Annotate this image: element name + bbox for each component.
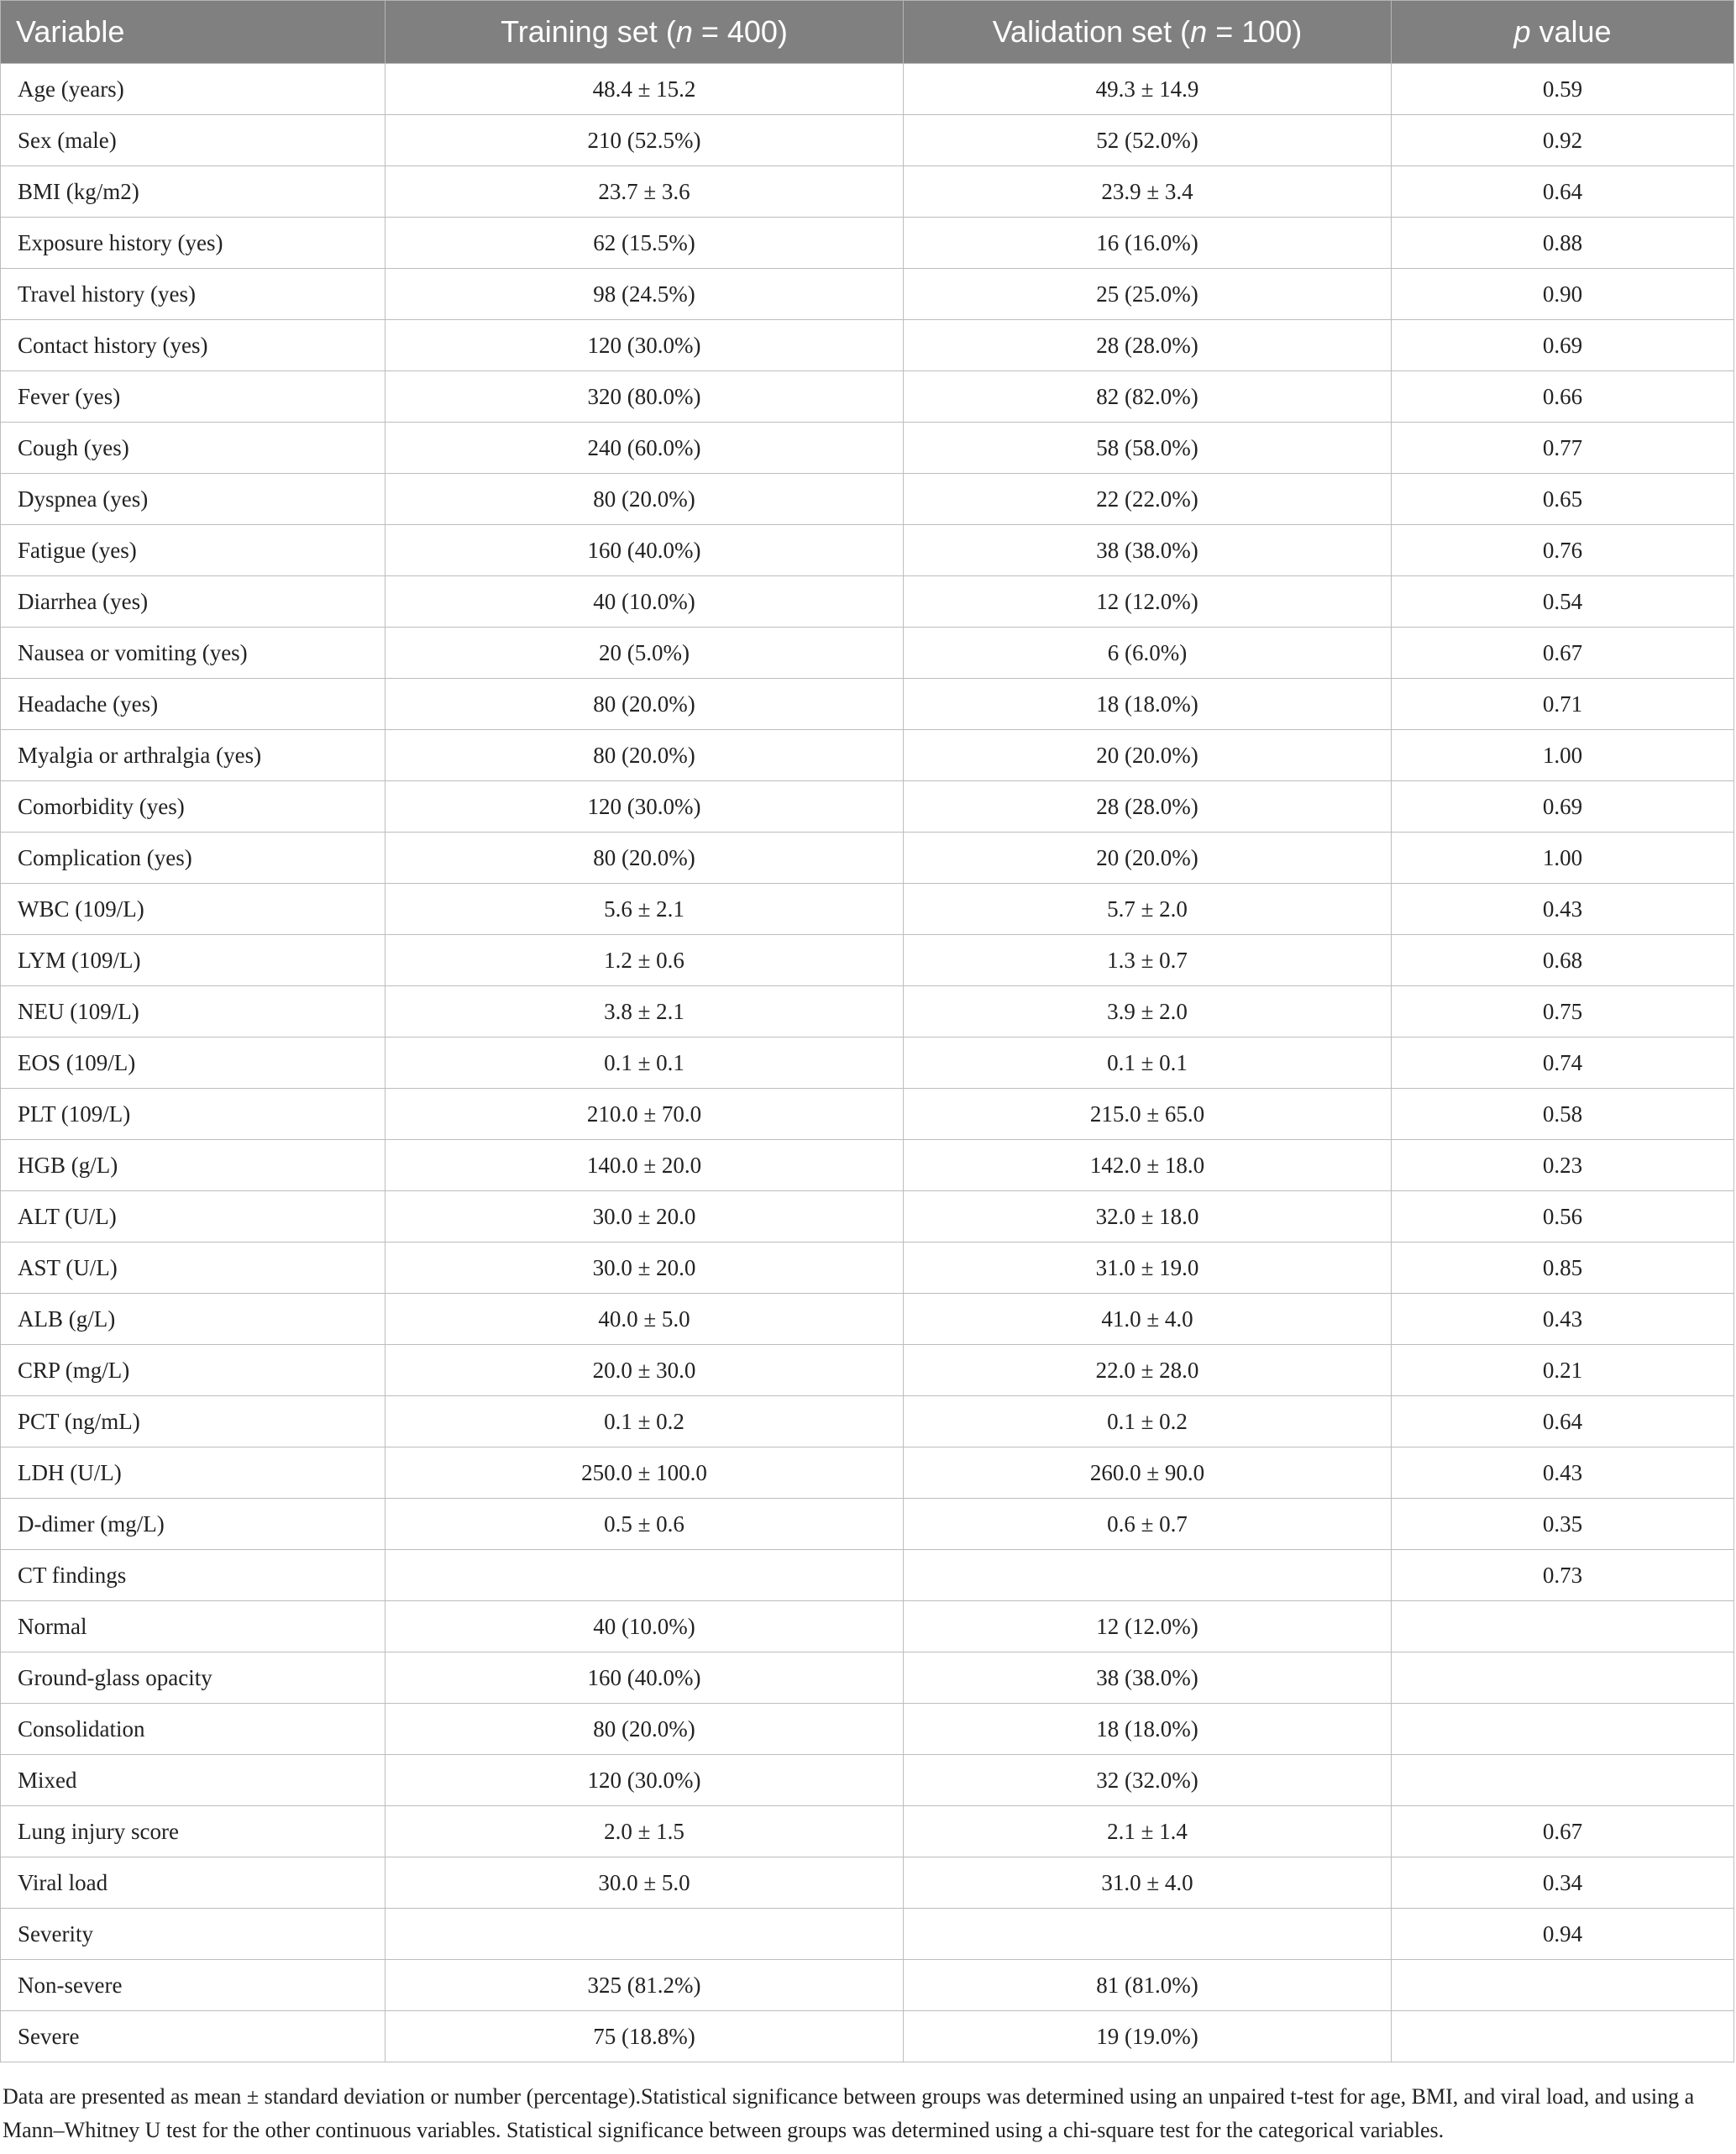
table-row (1, 1396, 1734, 1447)
table-row (1, 423, 1734, 474)
cell-training: 75 (18.8%) (385, 2011, 904, 2062)
cell-variable: Mixed (1, 1755, 385, 1806)
cell-validation: 32.0 ± 18.0 (904, 1191, 1392, 1242)
cell-variable: Normal (1, 1601, 385, 1652)
cell-variable: LYM (109/L) (1, 935, 385, 986)
cell-training: 62 (15.5%) (385, 218, 904, 269)
cell-p: 0.94 (1392, 1909, 1734, 1960)
cell-validation: 0.1 ± 0.1 (904, 1038, 1392, 1089)
table-row (1, 884, 1734, 935)
table-row (1, 1038, 1734, 1089)
cell-training: 80 (20.0%) (385, 833, 904, 884)
table-row (1, 730, 1734, 781)
cell-training: 1.2 ± 0.6 (385, 935, 904, 986)
cell-validation: 49.3 ± 14.9 (904, 64, 1392, 115)
cell-variable: Non-severe (1, 1960, 385, 2011)
cell-variable: HGB (g/L) (1, 1140, 385, 1191)
cell-variable: EOS (109/L) (1, 1038, 385, 1089)
cell-training: 325 (81.2%) (385, 1960, 904, 2011)
cell-training: 160 (40.0%) (385, 1652, 904, 1704)
cell-validation: 6 (6.0%) (904, 628, 1392, 679)
cell-validation: 18 (18.0%) (904, 1704, 1392, 1755)
cell-training: 3.8 ± 2.1 (385, 986, 904, 1038)
cell-variable: Fatigue (yes) (1, 525, 385, 576)
table-row (1, 269, 1734, 320)
cell-validation: 0.1 ± 0.2 (904, 1396, 1392, 1447)
cell-validation: 2.1 ± 1.4 (904, 1806, 1392, 1857)
table-row (1, 1345, 1734, 1396)
cell-variable: Headache (yes) (1, 679, 385, 730)
cell-p: 0.54 (1392, 576, 1734, 628)
cell-training: 30.0 ± 20.0 (385, 1242, 904, 1294)
cell-p: 0.43 (1392, 884, 1734, 935)
cell-validation: 28 (28.0%) (904, 320, 1392, 371)
cell-training: 160 (40.0%) (385, 525, 904, 576)
cell-validation: 12 (12.0%) (904, 1601, 1392, 1652)
cell-validation: 23.9 ± 3.4 (904, 166, 1392, 218)
cell-p: 0.71 (1392, 679, 1734, 730)
cell-p: 0.85 (1392, 1242, 1734, 1294)
cell-validation: 215.0 ± 65.0 (904, 1089, 1392, 1140)
cell-validation: 142.0 ± 18.0 (904, 1140, 1392, 1191)
table-row (1, 1447, 1734, 1499)
table-row (1, 64, 1734, 115)
cell-validation: 22.0 ± 28.0 (904, 1345, 1392, 1396)
cell-variable: Severe (1, 2011, 385, 2062)
cell-training: 320 (80.0%) (385, 371, 904, 423)
cell-p (1392, 1960, 1734, 2011)
cell-validation: 12 (12.0%) (904, 576, 1392, 628)
table-row (1, 1704, 1734, 1755)
cell-p (1392, 2011, 1734, 2062)
cell-variable: WBC (109/L) (1, 884, 385, 935)
table-row (1, 833, 1734, 884)
cell-validation: 19 (19.0%) (904, 2011, 1392, 2062)
cell-variable: Sex (male) (1, 115, 385, 166)
cell-training: 40 (10.0%) (385, 1601, 904, 1652)
table-body (1, 64, 1734, 2062)
cell-validation: 18 (18.0%) (904, 679, 1392, 730)
table-row (1, 474, 1734, 525)
cell-variable: PLT (109/L) (1, 1089, 385, 1140)
table-row (1, 576, 1734, 628)
cell-training: 250.0 ± 100.0 (385, 1447, 904, 1499)
table-row (1, 2011, 1734, 2062)
cell-p: 0.77 (1392, 423, 1734, 474)
cell-training: 0.1 ± 0.2 (385, 1396, 904, 1447)
table-row (1, 935, 1734, 986)
cell-variable: Lung injury score (1, 1806, 385, 1857)
table-row (1, 320, 1734, 371)
cell-p: 0.88 (1392, 218, 1734, 269)
cell-validation: 58 (58.0%) (904, 423, 1392, 474)
cell-variable: D-dimer (mg/L) (1, 1499, 385, 1550)
table-row (1, 628, 1734, 679)
cell-validation: 38 (38.0%) (904, 525, 1392, 576)
cell-validation: 22 (22.0%) (904, 474, 1392, 525)
cell-training: 80 (20.0%) (385, 474, 904, 525)
cell-p: 0.59 (1392, 64, 1734, 115)
table-footnote: Data are presented as mean ± standard deviation or number (percentage).Statistical significance between groups was determined using an unpaired t-test for age, BMI, and viral load, and using a Mann–Whitney U test for the other continuous variables. Statistical significance between groups was determined using a chi-square test for the categorical variables. (3, 2084, 1695, 2142)
cell-variable: Fever (yes) (1, 371, 385, 423)
table-row (1, 781, 1734, 833)
cell-p: 0.74 (1392, 1038, 1734, 1089)
cell-p: 0.75 (1392, 986, 1734, 1038)
cell-p: 0.64 (1392, 1396, 1734, 1447)
table-row (1, 1960, 1734, 2011)
cell-variable: ALB (g/L) (1, 1294, 385, 1345)
cell-training: 240 (60.0%) (385, 423, 904, 474)
cell-variable: Comorbidity (yes) (1, 781, 385, 833)
cell-training: 120 (30.0%) (385, 1755, 904, 1806)
cell-p (1392, 1652, 1734, 1704)
table-row (1, 679, 1734, 730)
header-training-set: Training set (n = 400) (385, 1, 904, 64)
cell-variable: Exposure history (yes) (1, 218, 385, 269)
table-row (1, 1652, 1734, 1704)
cell-variable: Complication (yes) (1, 833, 385, 884)
cell-p: 0.23 (1392, 1140, 1734, 1191)
cell-variable: LDH (U/L) (1, 1447, 385, 1499)
cell-p: 0.69 (1392, 781, 1734, 833)
cell-variable: Myalgia or arthralgia (yes) (1, 730, 385, 781)
cell-validation: 28 (28.0%) (904, 781, 1392, 833)
cell-variable: Consolidation (1, 1704, 385, 1755)
cell-training: 98 (24.5%) (385, 269, 904, 320)
cell-training: 20 (5.0%) (385, 628, 904, 679)
cell-validation: 81 (81.0%) (904, 1960, 1392, 2011)
cell-variable: Age (years) (1, 64, 385, 115)
cell-p: 1.00 (1392, 833, 1734, 884)
cell-p: 0.34 (1392, 1857, 1734, 1909)
table-row (1, 1140, 1734, 1191)
cell-training: 30.0 ± 5.0 (385, 1857, 904, 1909)
header-p-value: p value (1392, 1, 1734, 64)
cell-p: 1.00 (1392, 730, 1734, 781)
cell-training: 20.0 ± 30.0 (385, 1345, 904, 1396)
table-row (1, 986, 1734, 1038)
cell-validation: 25 (25.0%) (904, 269, 1392, 320)
cell-variable: CRP (mg/L) (1, 1345, 385, 1396)
cell-variable: Contact history (yes) (1, 320, 385, 371)
cell-validation: 3.9 ± 2.0 (904, 986, 1392, 1038)
table-row (1, 1806, 1734, 1857)
cell-validation: 5.7 ± 2.0 (904, 884, 1392, 935)
cell-p: 0.56 (1392, 1191, 1734, 1242)
header-validation-set: Validation set (n = 100) (904, 1, 1392, 64)
table-row (1, 371, 1734, 423)
cell-validation: 32 (32.0%) (904, 1755, 1392, 1806)
table-row (1, 1191, 1734, 1242)
cell-variable: Severity (1, 1909, 385, 1960)
table-row (1, 1242, 1734, 1294)
table-row (1, 1909, 1734, 1960)
cell-validation: 52 (52.0%) (904, 115, 1392, 166)
table-row (1, 218, 1734, 269)
table-row (1, 1755, 1734, 1806)
cell-training: 140.0 ± 20.0 (385, 1140, 904, 1191)
cell-training: 80 (20.0%) (385, 1704, 904, 1755)
cell-training: 80 (20.0%) (385, 679, 904, 730)
table-row (1, 1857, 1734, 1909)
cell-validation: 20 (20.0%) (904, 833, 1392, 884)
cell-variable: Diarrhea (yes) (1, 576, 385, 628)
cell-variable: Cough (yes) (1, 423, 385, 474)
header-variable: Variable (1, 1, 385, 64)
cell-validation: 20 (20.0%) (904, 730, 1392, 781)
cell-validation: 260.0 ± 90.0 (904, 1447, 1392, 1499)
cell-p: 0.90 (1392, 269, 1734, 320)
cell-validation (904, 1909, 1392, 1960)
cell-variable: ALT (U/L) (1, 1191, 385, 1242)
cell-training: 30.0 ± 20.0 (385, 1191, 904, 1242)
cell-validation: 0.6 ± 0.7 (904, 1499, 1392, 1550)
cell-p: 0.67 (1392, 628, 1734, 679)
table-row (1, 1089, 1734, 1140)
cell-variable: PCT (ng/mL) (1, 1396, 385, 1447)
table-row (1, 115, 1734, 166)
cell-validation: 16 (16.0%) (904, 218, 1392, 269)
cell-variable: CT findings (1, 1550, 385, 1601)
cell-training: 120 (30.0%) (385, 320, 904, 371)
cell-p: 0.21 (1392, 1345, 1734, 1396)
cell-validation: 41.0 ± 4.0 (904, 1294, 1392, 1345)
cell-p: 0.66 (1392, 371, 1734, 423)
table-row (1, 1294, 1734, 1345)
cell-p: 0.43 (1392, 1447, 1734, 1499)
cell-training: 210.0 ± 70.0 (385, 1089, 904, 1140)
cell-training: 210 (52.5%) (385, 115, 904, 166)
cell-variable: NEU (109/L) (1, 986, 385, 1038)
cell-validation: 82 (82.0%) (904, 371, 1392, 423)
cell-variable: Ground-glass opacity (1, 1652, 385, 1704)
cell-validation: 31.0 ± 4.0 (904, 1857, 1392, 1909)
table-row (1, 1550, 1734, 1601)
cell-validation (904, 1550, 1392, 1601)
cell-variable: Nausea or vomiting (yes) (1, 628, 385, 679)
cell-p (1392, 1704, 1734, 1755)
cell-p (1392, 1755, 1734, 1806)
cell-training: 80 (20.0%) (385, 730, 904, 781)
cell-p: 0.76 (1392, 525, 1734, 576)
cell-training: 120 (30.0%) (385, 781, 904, 833)
cell-training: 48.4 ± 15.2 (385, 64, 904, 115)
cell-p: 0.67 (1392, 1806, 1734, 1857)
cell-validation: 38 (38.0%) (904, 1652, 1392, 1704)
cell-training: 5.6 ± 2.1 (385, 884, 904, 935)
cell-p: 0.69 (1392, 320, 1734, 371)
cell-p: 0.43 (1392, 1294, 1734, 1345)
cell-training: 0.1 ± 0.1 (385, 1038, 904, 1089)
cell-p: 0.73 (1392, 1550, 1734, 1601)
cell-training: 0.5 ± 0.6 (385, 1499, 904, 1550)
cell-validation: 31.0 ± 19.0 (904, 1242, 1392, 1294)
cell-variable: BMI (kg/m2) (1, 166, 385, 218)
cell-training: 40 (10.0%) (385, 576, 904, 628)
cell-p: 0.58 (1392, 1089, 1734, 1140)
table-row (1, 1499, 1734, 1550)
cell-p: 0.35 (1392, 1499, 1734, 1550)
cell-p (1392, 1601, 1734, 1652)
cell-variable: Viral load (1, 1857, 385, 1909)
cell-p: 0.64 (1392, 166, 1734, 218)
table-row (1, 1601, 1734, 1652)
table-header-row (1, 1, 1734, 64)
cell-training: 40.0 ± 5.0 (385, 1294, 904, 1345)
cell-training (385, 1909, 904, 1960)
cell-training (385, 1550, 904, 1601)
cell-training: 23.7 ± 3.6 (385, 166, 904, 218)
table-row (1, 525, 1734, 576)
cell-variable: Travel history (yes) (1, 269, 385, 320)
cell-p: 0.65 (1392, 474, 1734, 525)
cell-validation: 1.3 ± 0.7 (904, 935, 1392, 986)
cell-p: 0.68 (1392, 935, 1734, 986)
cell-p: 0.92 (1392, 115, 1734, 166)
cell-training: 2.0 ± 1.5 (385, 1806, 904, 1857)
cell-variable: Dyspnea (yes) (1, 474, 385, 525)
cell-variable: AST (U/L) (1, 1242, 385, 1294)
table-row (1, 166, 1734, 218)
